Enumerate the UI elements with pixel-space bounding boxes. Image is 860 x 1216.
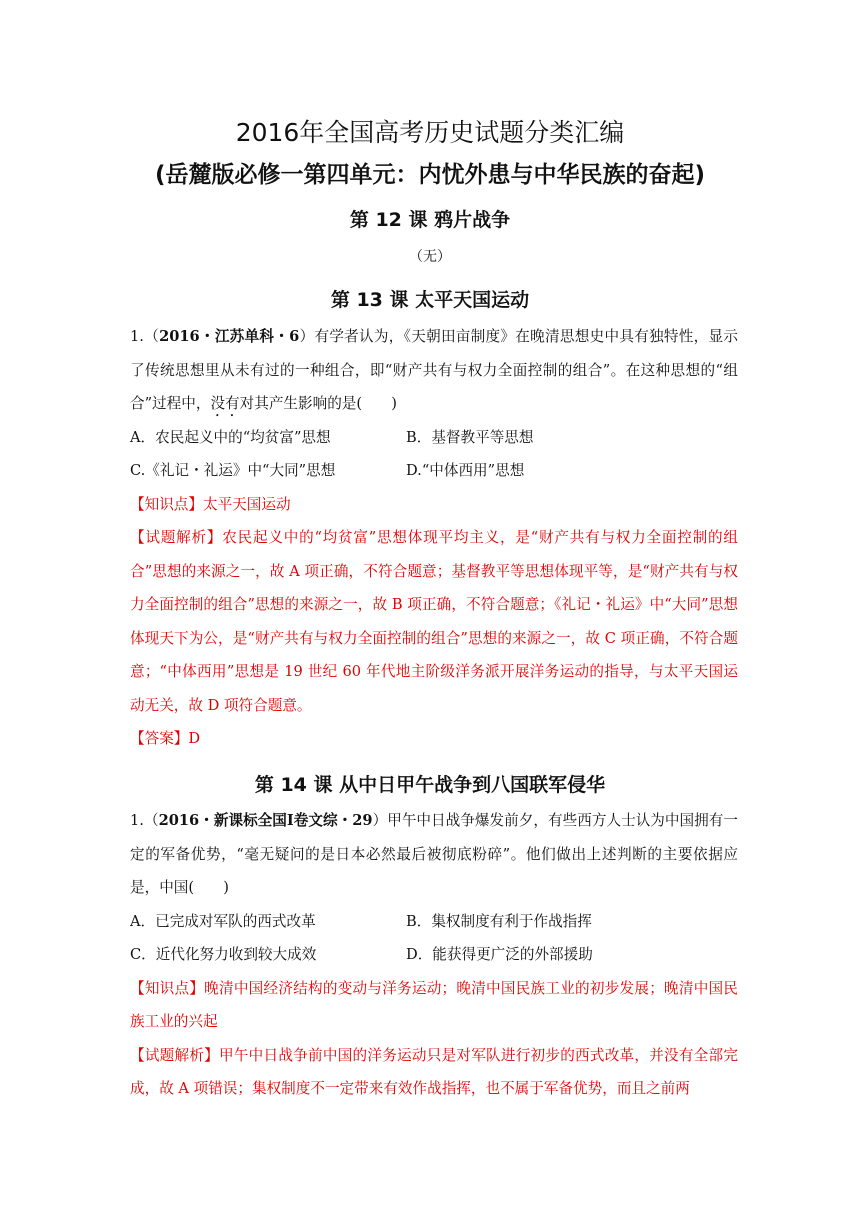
document-title: 2016年全国高考历史试题分类汇编 xyxy=(235,118,625,147)
lesson-13-heading: 第 13 课 太平天国运动 xyxy=(330,289,530,311)
knowledge-point: 【知识点】太平天国运动 xyxy=(130,495,291,513)
question-number: 1.（ xyxy=(130,328,160,345)
question-source: 2016・江苏单科・6 xyxy=(159,328,300,345)
emphasized-word: 没有 xyxy=(210,395,240,412)
question-source: 2016・新课标全国Ⅰ卷文综・29 xyxy=(158,812,373,829)
question-text-end: 对其产生影响的是( ) xyxy=(239,395,397,412)
lesson-13-question-1 xyxy=(130,320,738,756)
option-a: A．农民起义中的“均贫富”思想 xyxy=(130,428,331,446)
analysis: 【试题解析】甲午中日战争前中国的洋务运动只是对军队进行初步的西式改革，并没有全部完成，故 A 项错误；集权制度不一定带来有效作战指挥，也不属于军备优势，而且之前两 xyxy=(130,1046,738,1097)
options-row-1 xyxy=(130,905,738,939)
option-c: C．近代化努力收到较大成效 xyxy=(130,946,317,963)
question-text: ）有学者认为，《天朝田亩制度》在晚清思想史中具有独特性，显示了传统思想里从未有过的一种组合，即“财产共有与权力全面控制的组合”。在这种思想的“组合”过程中， xyxy=(130,328,738,412)
knowledge-point: 【知识点】晚清中国经济结构的变动与洋务运动；晚清中国民族工业的初步发展；晚清中国民族工业的兴起 xyxy=(130,979,738,1030)
options-row-2 xyxy=(130,454,738,488)
option-c: C.《礼记・礼运》中“大同”思想 xyxy=(130,462,336,479)
question-number: 1.（ xyxy=(130,812,159,829)
lesson-14-question-1 xyxy=(130,804,738,1106)
options-row-2 xyxy=(130,938,738,972)
lesson-12-none: （无） xyxy=(409,249,451,265)
option-b: B．基督教平等思想 xyxy=(406,428,534,446)
analysis: 【试题解析】农民起义中的“均贫富”思想体现平均主义，是“财产共有与权力全面控制的组合”思想的来源之一，故 A 项正确，不符合题意；基督教平等思想体现平等，是“财产共有与权力全面控制的组合”思想的来源之一，故 B 项正确，不符合题意；《礼记・礼运》中“大同”思想体现天下为公，是“财产共有与权力全面控制的组合”思想的来源之一，故 C 项正确，不符合题意；“中体西用”思想是 19 世纪 60 年代地主阶级洋务派开展洋务运动的指导，与太平天国运动无关，故 D 项符合题意。 xyxy=(130,529,738,714)
lesson-14-heading: 第 14 课 从中日甲午战争到八国联军侵华 xyxy=(254,774,606,796)
option-a: A．已完成对军队的西式改革 xyxy=(130,912,316,930)
question-stem xyxy=(130,320,738,421)
answer: 【答案】D xyxy=(130,730,201,747)
option-b: B．集权制度有利于作战指挥 xyxy=(406,912,592,930)
option-d: D.“中体西用”思想 xyxy=(406,462,525,479)
lesson-12-heading: 第 12 课 鸦片战争 xyxy=(349,209,511,231)
options-row-1 xyxy=(130,421,738,455)
question-text: ）甲午中日战争爆发前夕，有些西方人士认为中国拥有一定的军备优势，“毫无疑问的是日本必然最后被彻底粉碎”。他们做出上述判断的主要依据应是，中国( ) xyxy=(130,812,738,896)
question-stem xyxy=(130,804,738,905)
option-d: D．能获得更广泛的外部援助 xyxy=(406,946,593,963)
document-subtitle: (岳麓版必修一第四单元：内忧外患与中华民族的奋起) xyxy=(154,162,706,188)
